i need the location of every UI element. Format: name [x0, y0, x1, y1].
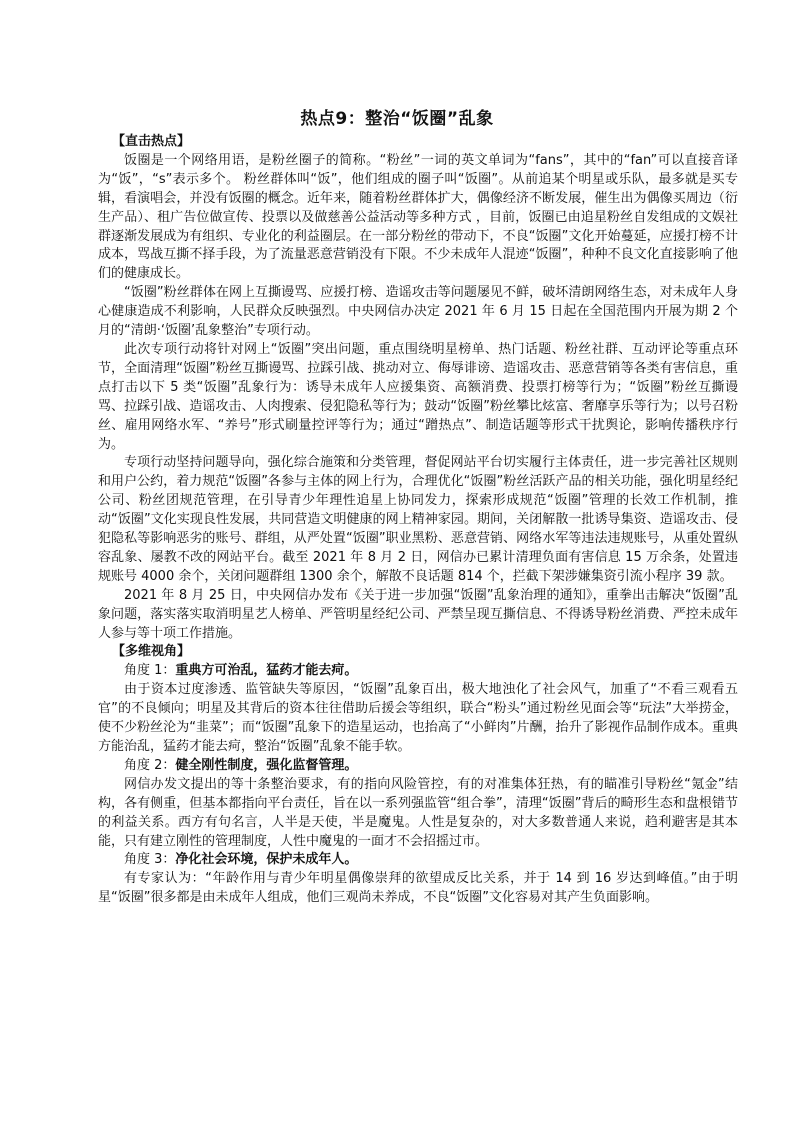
- paragraph-2: “饭圈”粉丝群体在网上互撕谩骂、应援打榜、造谣攻击等问题屡见不鲜，破坏清朗网络生态，对未成年人身心健康造成不利影响，人民群众反映强烈。中央网信办决定 2021 年 6 月 15 日起在全国范围内开展为期 2 个月的“清朗·‘饭圈’乱象整治”专项行动。: [98, 285, 738, 339]
- angle-2-text: 网信办发文提出的等十条整治要求，有的指向风险管控，有的对准集体狂热，有的瞄准引导粉丝“氪金”结构，各有侧重，但基本都指向平台责任，旨在以一系列强监管“组合拳”，清理“饭圈”背后的畸形生态和盘根错节的利益关系。西方有句名言，人半是天使，半是魔鬼。人性是复杂的，对大多数普通人来说，趋利避害是其本能，只有建立刚性的管理制度，人性中魔鬼的一面才不会招摇过市。: [98, 776, 738, 849]
- angle-3-title: 净化社会环境，保护未成年人。: [175, 852, 358, 868]
- angle-2-title: 健全刚性制度，强化监督管理。: [175, 757, 358, 773]
- angle-3-text: 有专家认为：“年龄作用与青少年明星偶像崇拜的欲望成反比关系，并于 14 到 16 岁达到峰值。”由于明星“饭圈”很多都是由未成年人组成，他们三观尚未养成，不良“饭圈”文化容易对其产生负面影响。: [98, 871, 738, 906]
- paragraph-4: 专项行动坚持问题导向，强化综合施策和分类管理，督促网站平台切实履行主体责任，进一步完善社区规则和用户公约，着力规范“饭圈”各参与主体的网上行为，合理优化“饭圈”粉丝活跃产品的相关功能，强化明星经纪公司、粉丝团规范管理，在引导青少年理性追星上协同发力，探索形成规范“饭圈”管理的长效工作机制，推动“饭圈”文化实现良性发展，共同营造文明健康的网上精神家园。期间，关闭解散一批诱导集资、造谣攻击、侵犯隐私等影响恶劣的账号、群组，从严处置“饭圈”职业黑粉、恶意营销、网络水军等违法违规账号，从重处置纵容乱象、屡教不改的网站平台。截至 2021 年 8 月 2 日，网信办已累计清理负面有害信息 15 万余条，处置违规账号 4000 余个，关闭问题群组 1300 余个，解散不良话题 814 个，拦截下架涉嫌集资引流小程序 39 款。: [98, 455, 738, 584]
- document-body: [98, 133, 738, 908]
- section-heading-perspectives: 【多维视角】: [112, 644, 191, 660]
- paragraph-1: 饭圈是一个网络用语，是粉丝圈子的简称。“粉丝”一词的英文单词为“fans”，其中的“fan”可以直接音译为“饭”，“s”表示多个。 粉丝群体叫“饭”，他们组成的圈子叫“饭圈”。从前追某个明星或乐队，最多就是买专辑，看演唱会，并没有饭圈的概念。近年来，随着粉丝群体扩大，偶像经济不断发展，催生出为偶像买周边（衍生产品）、租广告位做宣传、投票以及做慈善公益活动等多种方式 ，目前，饭圈已由追星粉丝自发组成的文娱社群逐渐发展成为有组织、专业化的利益圈层。在一部分粉丝的带动下，不良“饭圈”文化开始蔓延，应援打榜不计成本，骂战互撕不择手段，为了流量恶意营销没有下限。不少未成年人混迹“饭圈”，种种不良文化直接影响了他们的健康成长。: [98, 152, 738, 282]
- angle-3-heading: [98, 851, 738, 870]
- angle-1-label: 角度 1：: [124, 663, 176, 679]
- angle-2-heading: [98, 757, 738, 776]
- angle-1-heading: [98, 662, 738, 681]
- angle-2-label: 角度 2：: [124, 757, 176, 773]
- angle-1-title: 重典方可治乱，猛药才能去疴。: [175, 663, 358, 679]
- paragraph-3: 此次专项行动将针对网上“饭圈”突出问题，重点围绕明星榜单、热门话题、粉丝社群、互动评论等重点环节，全面清理“饭圈”粉丝互撕谩骂、拉踩引战、挑动对立、侮辱诽谤、造谣攻击、恶意营销等各类有害信息，重点打击以下 5 类“饭圈”乱象行为：诱导未成年人应援集资、高额消费、投票打榜等行为；“饭圈”粉丝互撕谩骂、拉踩引战、造谣攻击、人肉搜索、侵犯隐私等行为；鼓动“饭圈”粉丝攀比炫富、奢靡享乐等行为；以号召粉丝、雇用网络水军、“养号”形式刷量控评等行为；通过“蹭热点”、制造话题等形式干扰舆论，影响传播秩序行为。: [98, 341, 738, 452]
- document-title: 热点9：整治“饭圈”乱象: [300, 109, 494, 129]
- angle-1-text: 由于资本过度渗透、监管缺失等原因，“饭圈”乱象百出，极大地浊化了社会风气，加重了“不看三观看五官”的不良倾向；明星及其背后的资本往往借助后援会等组织，联合“粉头”通过粉丝见面会等“玩法”大举捞金，使不少粉丝沦为“韭菜”；而“饭圈”乱象下的造星运动，也抬高了“小鲜肉”片酬，抬升了影视作品制作成本。重典方能治乱，猛药才能去疴，整治“饭圈”乱象不能手软。: [98, 682, 738, 754]
- angle-3-label: 角度 3：: [124, 852, 176, 868]
- section-heading-hot-topic: 【直击热点】: [112, 134, 191, 149]
- paragraph-5: 2021 年 8 月 25 日，中央网信办发布《关于进一步加强“饭圈”乱象治理的通知》，重拳出击解决“饭圈”乱象问题，落实落实取消明星艺人榜单、严管明星经纪公司、严禁呈现互撕信息、不得诱导粉丝消费、严控未成年人参与等十项工作措施。: [98, 587, 738, 641]
